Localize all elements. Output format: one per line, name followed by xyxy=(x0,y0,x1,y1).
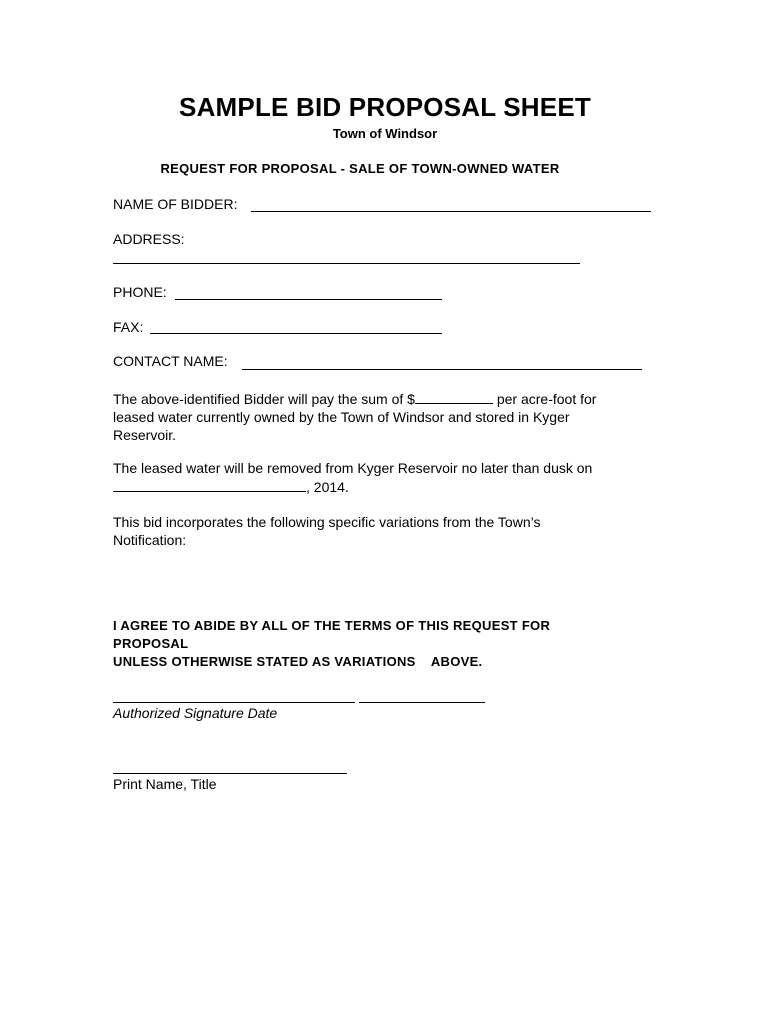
signature-date-field[interactable] xyxy=(359,702,485,703)
agreement-line-2: PROPOSAL xyxy=(113,636,189,651)
rfp-heading: REQUEST FOR PROPOSAL - SALE OF TOWN-OWNED WATER xyxy=(160,161,560,176)
contact-label: CONTACT NAME: xyxy=(113,353,228,369)
document-subtitle: Town of Windsor xyxy=(332,126,438,141)
print-name-title-label: Print Name, Title xyxy=(113,776,217,792)
address-label: ADDRESS: xyxy=(113,231,185,247)
authorized-signature-label: Authorized Signature Date xyxy=(113,705,278,721)
variations-paragraph: This bid incorporates the following specific variations from the Town’s Notification: xyxy=(113,514,541,548)
payment-text-end: per acre-foot for leased water currently owned by the Town of Windsor and stored in Kyger Reservoir. xyxy=(113,391,597,443)
phone-field[interactable] xyxy=(175,299,442,300)
agreement-line-3: UNLESS OTHERWISE STATED AS VARIATIONS ABOVE. xyxy=(113,654,483,669)
agreement-line-1: I AGREE TO ABIDE BY ALL OF THE TERMS OF THIS REQUEST FOR xyxy=(113,618,551,633)
removal-text: The leased water will be removed from Kyger Reservoir no later than dusk on xyxy=(113,460,593,476)
removal-paragraph xyxy=(113,459,633,496)
fax-label: FAX: xyxy=(113,319,144,335)
bidder-label: NAME OF BIDDER: xyxy=(113,196,238,212)
removal-date-field[interactable] xyxy=(113,477,306,492)
print-name-title-field[interactable] xyxy=(113,773,347,774)
payment-paragraph xyxy=(113,389,633,444)
address-field[interactable] xyxy=(113,263,580,264)
document-title: SAMPLE BID PROPOSAL SHEET xyxy=(179,92,591,122)
agreement-statement xyxy=(113,617,633,671)
removal-year: , 2014. xyxy=(306,479,349,495)
authorized-signature-field[interactable] xyxy=(113,702,355,703)
phone-label: PHONE: xyxy=(113,284,167,300)
fax-field[interactable] xyxy=(150,333,442,334)
contact-name-field[interactable] xyxy=(242,369,642,370)
payment-text-start: The above-identified Bidder will pay the sum of $ xyxy=(113,391,415,407)
price-per-acre-foot-field[interactable] xyxy=(415,389,493,404)
bidder-name-field[interactable] xyxy=(251,211,651,212)
